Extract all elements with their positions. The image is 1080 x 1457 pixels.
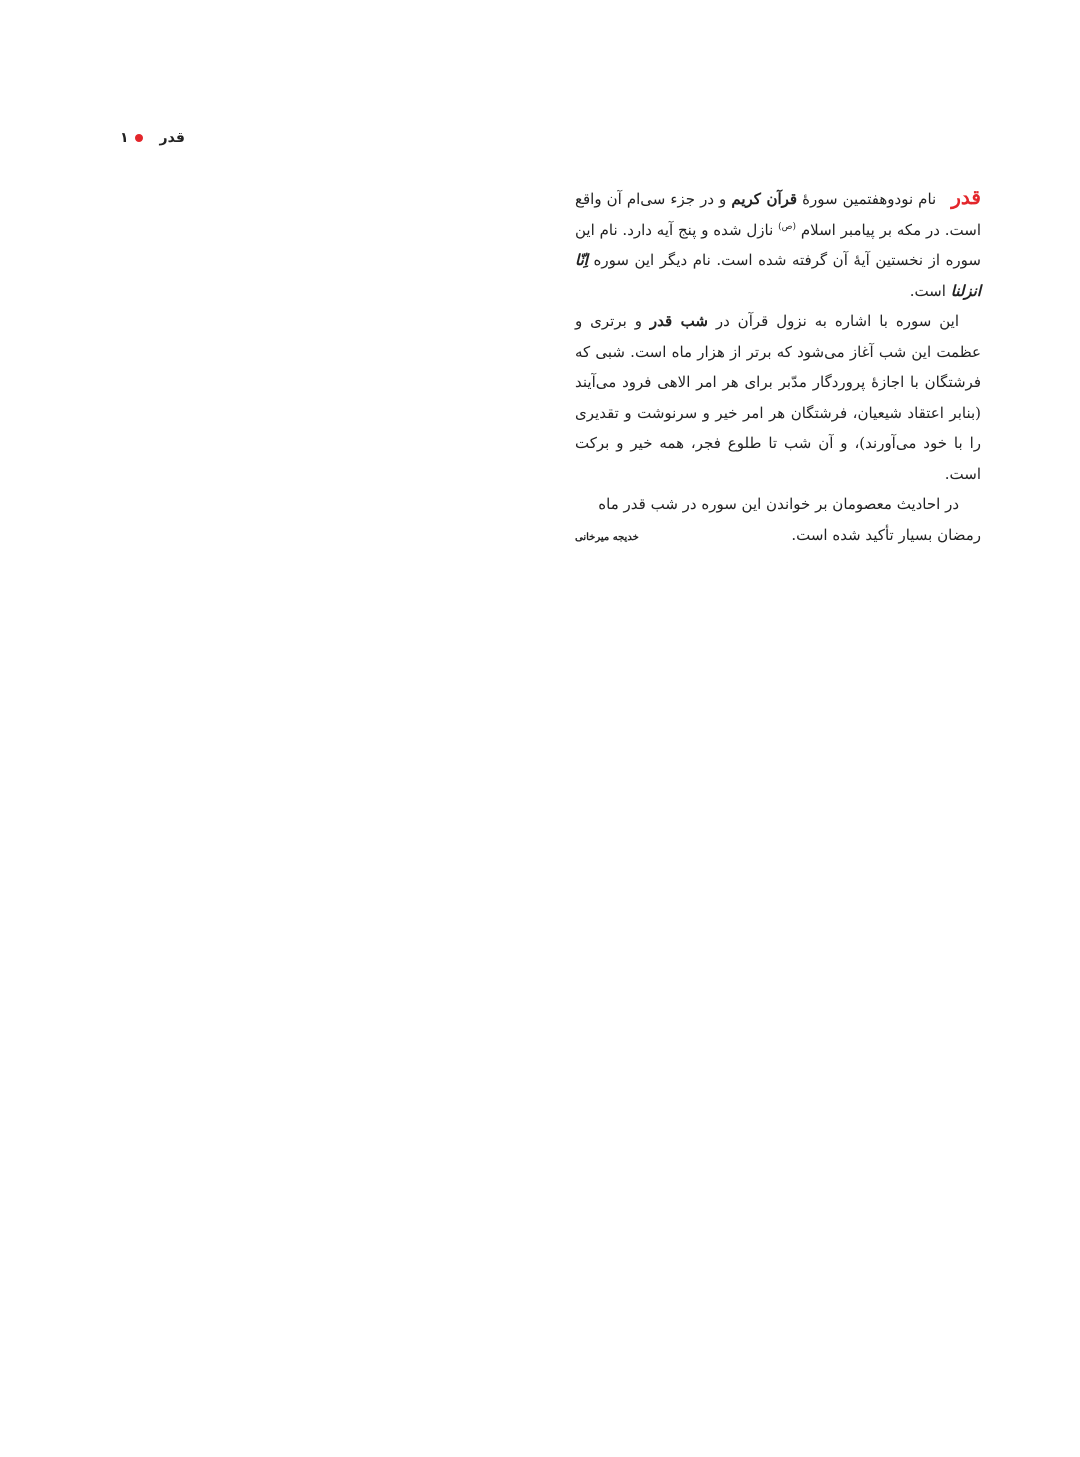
paragraph-text: و برتری و عظمت این شب آغاز می‌شود که برتر از هزار ماه است. شبی که فرشتگان با اجازهٔ پروردگار مدّبر برای هر امر الاهی فرود می‌آیند (بنابر اعتقاد شیعیان، فرشتگان هر امر خیر و سرنوشت و تقدیری را با خود می‌آورند)، و آن شب تا طلوع فجر، همه خیر و برکت است.: [575, 312, 981, 483]
paragraph-text: این سوره با اشاره به نزول قرآن در: [715, 312, 959, 330]
paragraph-text: و در جزء سی‌ام آن واقع است. در مکه بر پیامبر اسلام: [575, 190, 981, 239]
paragraph-text: است.: [909, 281, 946, 300]
paragraph-text: نام نودوهفتمین سورهٔ: [802, 190, 937, 208]
author-signature: خدیجه میرخانی: [575, 531, 639, 543]
bold-term-quran: قرآن کریم: [731, 190, 798, 208]
running-title: قدر: [159, 130, 185, 146]
honorific-superscript: (ص): [778, 221, 797, 232]
entry-headword: قدر: [951, 185, 981, 209]
entry-paragraph-3: [575, 489, 981, 520]
entry-paragraph-1: [575, 182, 981, 306]
page-number: ۱: [120, 130, 129, 146]
paragraph-text: نازل شده و پنج آیه دارد. نام این سوره از نخستین آیهٔ آن گرفته شده است. نام دیگر این سوره: [575, 220, 981, 269]
red-dot-icon: [135, 134, 143, 142]
entry-paragraph-2: [575, 306, 981, 489]
encyclopedia-entry: [575, 182, 981, 553]
page-header: [120, 125, 185, 151]
paragraph-text: در احادیث معصومان بر خواندن این سوره در شب قدر ماه: [598, 495, 959, 513]
entry-last-line: [575, 520, 981, 554]
bold-term-shab-qadr: شب قدر: [649, 312, 708, 330]
paragraph-text: رمضان بسیار تأکید شده است.: [791, 525, 981, 544]
alternate-name: اِنّا انزلنا: [575, 251, 981, 300]
